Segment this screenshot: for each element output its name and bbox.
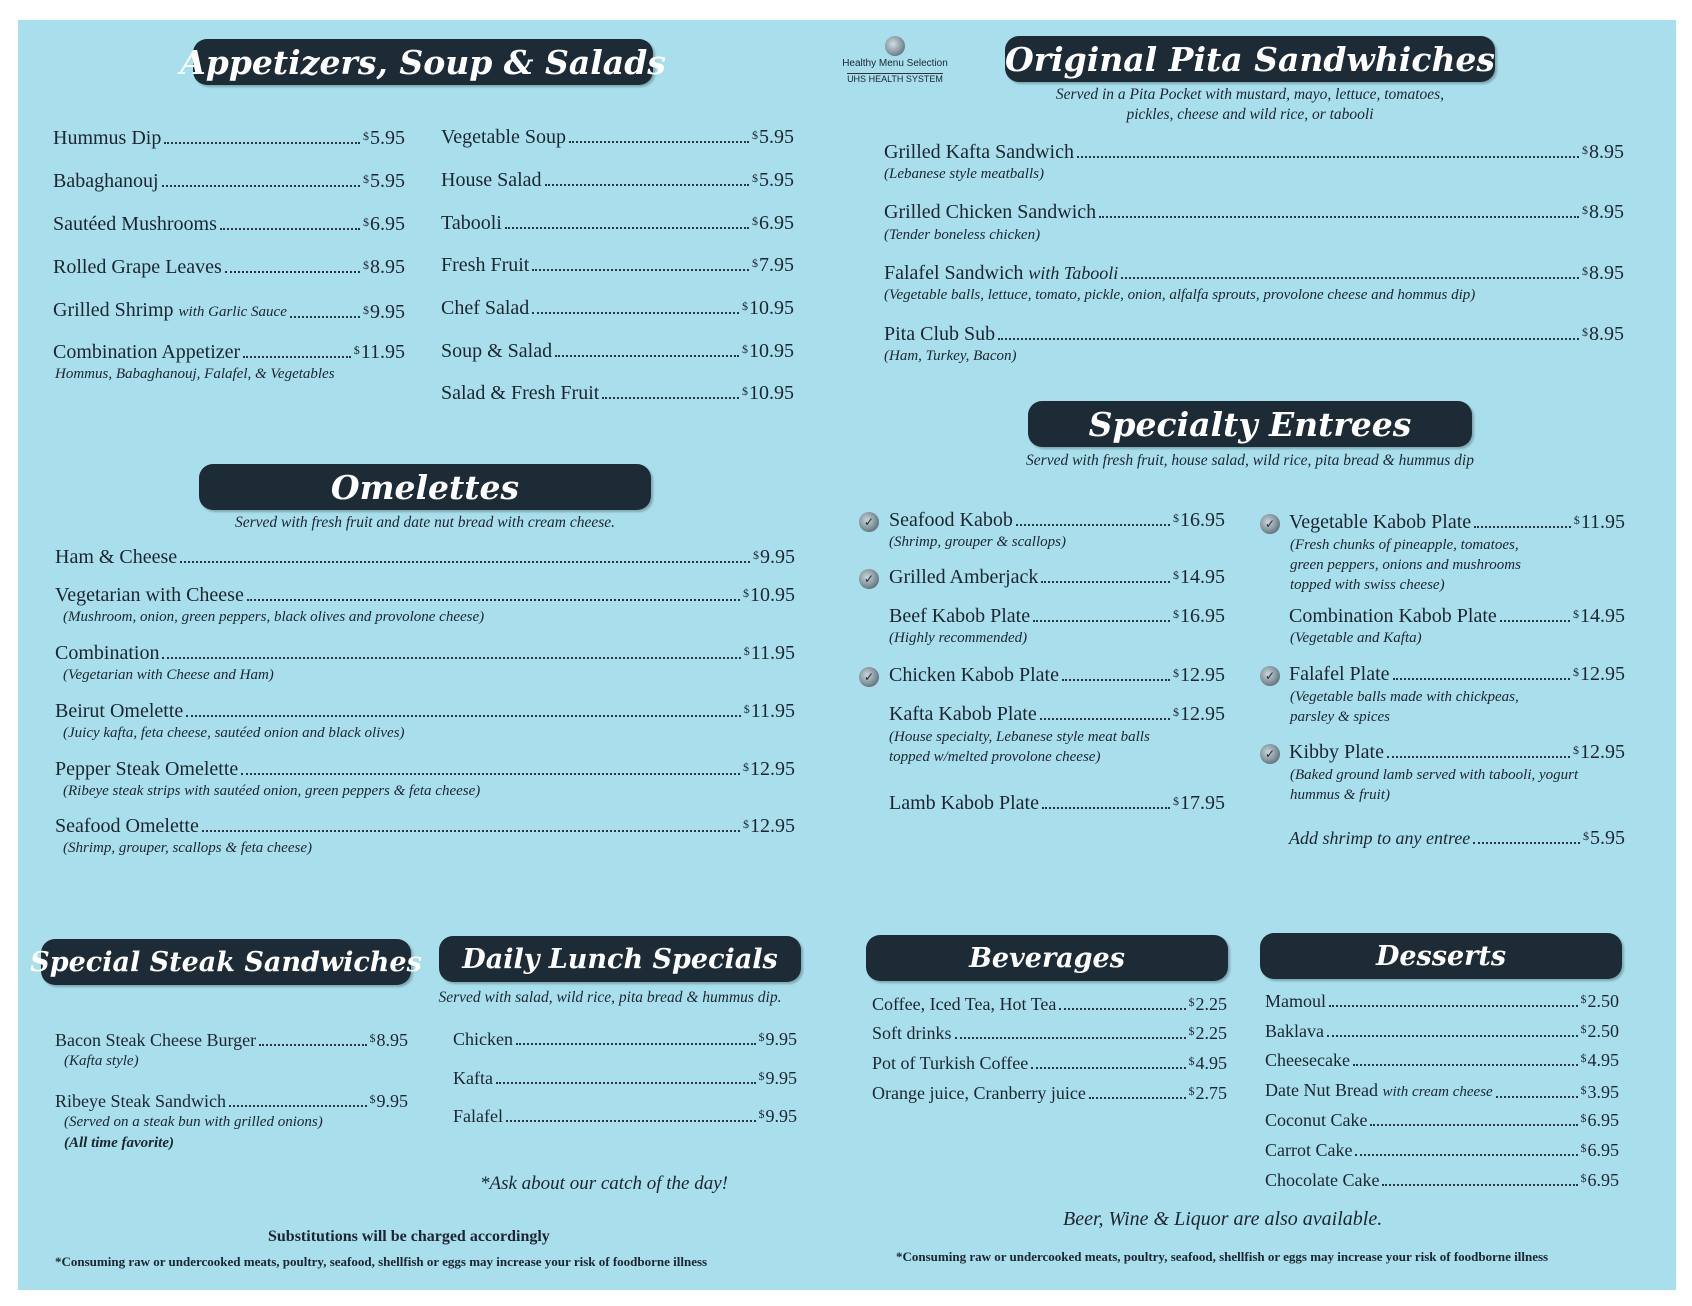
menu-item: Lamb Kabob Plate $17.95 [889,792,1225,814]
menu-item: Sautéed Mushrooms $6.95 [53,213,405,235]
healthy-check-icon: ✓ [859,667,879,687]
item-description: (Vegetable and Kafta) [1290,630,1422,646]
healthy-menu-logo [840,36,950,87]
item-description: (Mushroom, onion, green peppers, black olives and provolone cheese) [63,609,485,625]
item-description: parsley & spices [1290,709,1390,725]
menu-item: Falafel Plate $12.95 [1289,663,1625,685]
healthy-check-icon: ✓ [859,512,879,532]
menu-item: Fresh Fruit $7.95 [441,254,794,276]
health-system-label: UHS HEALTH SYSTEM [847,74,943,84]
foodborne-warning: *Consuming raw or undercooked meats, poultry, seafood, shellfish or eggs may increase your risk of foodborne illness [55,1254,708,1269]
pita-banner: Original Pita Sandwhiches [1005,36,1495,82]
menu-item: Falafel $9.95 [453,1106,797,1126]
menu-item: Rolled Grape Leaves $8.95 [53,256,405,278]
menu-item: Pepper Steak Omelette $12.95 [55,758,795,780]
item-description: (Juicy kafta, feta cheese, sautéed onion and black olives) [63,725,405,741]
healthy-check-icon: ✓ [1260,514,1280,534]
substitutions-note: Substitutions will be charged accordingly [268,1228,550,1245]
item-description: (Ham, Turkey, Bacon) [884,348,1017,364]
beverages-banner: Beverages [866,935,1228,981]
beer-wine-note: Beer, Wine & Liquor are also available. [1063,1208,1383,1230]
healthy-check-icon: ✓ [859,569,879,589]
desserts-banner: Desserts [1260,933,1622,979]
menu-item: Kibby Plate $12.95 [1289,741,1625,763]
menu-item: Beef Kabob Plate $16.95 [889,605,1225,627]
pita-subtitle-2: pickles, cheese and wild rice, or tabooli [1126,106,1374,123]
lunch-banner: Daily Lunch Specials [439,936,801,982]
menu-item: Chef Salad $10.95 [441,297,794,319]
menu-item: Soup & Salad $10.95 [441,340,794,362]
item-description: (Shrimp, grouper, scallops & feta cheese) [63,840,312,856]
item-description: (Ribeye steak strips with sautéed onion, green peppers & feta cheese) [63,783,481,799]
menu-item: House Salad $5.95 [441,169,794,191]
item-description: topped w/melted provolone cheese) [889,749,1101,765]
menu-item: Add shrimp to any entree $5.95 [1289,827,1625,849]
item-description: (Vegetable balls made with chickpeas, [1290,689,1519,705]
item-description: (Shrimp, grouper & scallops) [889,534,1066,550]
menu-item: Orange juice, Cranberry juice $2.75 [872,1083,1227,1103]
menu-item: Ham & Cheese $9.95 [55,546,795,568]
menu-item: Date Nut Bread with cream cheese $3.95 [1265,1080,1619,1102]
menu-item: Babaghanouj $5.95 [53,170,405,192]
entrees-subtitle: Served with fresh fruit, house salad, wild rice, pita bread & hummus dip [1026,452,1474,469]
menu-item: Baklava $2.50 [1265,1021,1619,1041]
menu-item: Soft drinks $2.25 [872,1023,1227,1043]
menu-item: Seafood Kabob $16.95 [889,509,1225,531]
steak-banner: Special Steak Sandwiches [41,939,411,985]
menu-item: Chicken $9.95 [453,1029,797,1049]
item-description: (Vegetarian with Cheese and Ham) [63,667,274,683]
omelettes-banner: Omelettes [199,464,651,510]
healthy-label: Healthy Menu Selection [842,58,948,69]
menu-item: Kafta Kabob Plate $12.95 [889,703,1225,725]
item-description: (All time favorite) [64,1135,174,1151]
item-description: (Served on a steak bun with grilled onions) [64,1114,323,1130]
menu-item: Tabooli $6.95 [441,212,794,234]
catch-note: *Ask about our catch of the day! [480,1173,729,1194]
menu-item: Grilled Shrimp with Garlic Sauce $9.95 [53,299,405,323]
menu-item: Chicken Kabob Plate $12.95 [889,664,1225,686]
menu-item: Carrot Cake $6.95 [1265,1140,1619,1160]
menu-item: Seafood Omelette $12.95 [55,815,795,837]
item-description: topped with swiss cheese) [1290,577,1445,593]
healthy-check-icon: ✓ [1260,666,1280,686]
menu-item: Coffee, Iced Tea, Hot Tea $2.25 [872,994,1227,1014]
menu-item: Salad & Fresh Fruit $10.95 [441,382,794,404]
menu-item: Cheesecake $4.95 [1265,1050,1619,1070]
menu-item: Vegetable Kabob Plate $11.95 [1289,511,1625,533]
item-description: (Kafta style) [64,1053,139,1069]
pita-subtitle-1: Served in a Pita Pocket with mustard, mayo, lettuce, tomatoes, [1055,86,1445,103]
item-description: (Tender boneless chicken) [884,227,1041,243]
menu-item: Combination Kabob Plate $14.95 [1289,605,1625,627]
menu-item: Vegetarian with Cheese $10.95 [55,584,795,606]
healthy-check-icon: ✓ [1260,744,1280,764]
menu-item: Combination Appetizer $11.95 [53,341,405,363]
item-description: hummus & fruit) [1290,787,1391,803]
menu-item: Coconut Cake $6.95 [1265,1110,1619,1130]
menu-item: Pita Club Sub $8.95 [884,323,1624,345]
lunch-subtitle: Served with salad, wild rice, pita bread & hummus dip. [438,989,782,1006]
item-description: green peppers, onions and mushrooms [1290,557,1521,573]
item-description: (Highly recommended) [889,630,1028,646]
menu-item: Pot of Turkish Coffee $4.95 [872,1053,1227,1073]
menu-item: Falafel Sandwich with Tabooli $8.95 [884,262,1624,284]
menu-item: Combination $11.95 [55,642,795,664]
menu-item: Kafta $9.95 [453,1068,797,1088]
appetizers-banner: Appetizers, Soup & Salads [193,39,653,85]
item-description: (Baked ground lamb served with tabooli, yogurt [1290,767,1579,783]
menu-item: Vegetable Soup $5.95 [441,126,794,148]
menu-item: Bacon Steak Cheese Burger $8.95 [55,1030,408,1050]
menu-item: Ribeye Steak Sandwich $9.95 [55,1091,408,1111]
menu-item: Grilled Chicken Sandwich $8.95 [884,201,1624,223]
entrees-banner: Specialty Entrees [1028,401,1472,447]
menu-item: Grilled Amberjack $14.95 [889,566,1225,588]
healthy-seal-icon [885,36,905,56]
item-description: (House specialty, Lebanese style meat balls [889,729,1150,745]
foodborne-warning: *Consuming raw or undercooked meats, poultry, seafood, shellfish or eggs may increase your risk of foodborne illness [896,1249,1549,1264]
item-description: (Vegetable balls, lettuce, tomato, pickle, onion, alfalfa sprouts, provolone cheese and hommus dip) [884,287,1476,303]
menu-item: Mamoul $2.50 [1265,991,1619,1011]
menu-item: Chocolate Cake $6.95 [1265,1170,1619,1190]
item-description: (Fresh chunks of pineapple, tomatoes, [1290,537,1519,553]
menu-item: Beirut Omelette $11.95 [55,700,795,722]
item-description: Hommus, Babaghanouj, Falafel, & Vegetables [55,366,335,382]
item-description: (Lebanese style meatballs) [884,166,1044,182]
omelettes-subtitle: Served with fresh fruit and date nut bread with cream cheese. [234,514,616,531]
menu-item: Grilled Kafta Sandwich $8.95 [884,141,1624,163]
menu-item: Hummus Dip $5.95 [53,127,405,149]
